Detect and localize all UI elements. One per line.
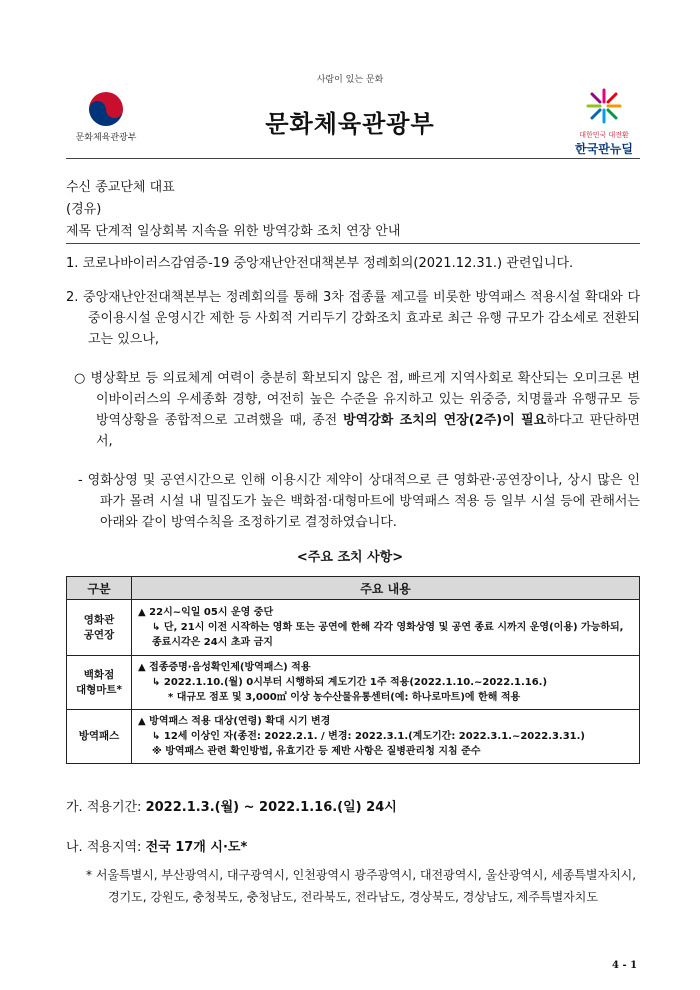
measures-table <box>66 576 640 764</box>
apply-region-label: 나. 적용지역: <box>66 840 146 855</box>
paragraph-3-tail: 하다고 판단하면서, <box>96 413 640 449</box>
recipient-line: 수신 종교단체 대표 <box>66 180 175 195</box>
new-deal-title: 한국판뉴딜 <box>575 142 633 156</box>
row-label <box>67 600 132 656</box>
row-content <box>132 656 640 710</box>
measure-detail: ↳ 12세 이상인 자(종전: 2022.2.1. / 변경: 2022.3.1.(계도기간: 2022.3.1.~2022.3.31.) <box>152 731 586 742</box>
table-row <box>67 656 640 710</box>
paragraph-3-emphasis: 방역강화 조치의 연장(2주)이 필요 <box>343 413 547 428</box>
row-content <box>132 710 640 764</box>
via-line: (경유) <box>66 202 102 217</box>
ministry-title: 문화체육관광부 <box>265 110 435 138</box>
paragraph-3 <box>74 368 640 452</box>
header-divider <box>66 158 640 159</box>
table-title: <주요 조치 사항> <box>296 550 404 565</box>
row-content <box>132 600 640 656</box>
measure-item: ▲ 22시~익일 05시 운영 중단 <box>138 607 274 618</box>
page-number: 4 - 1 <box>612 960 638 971</box>
table-row <box>67 710 640 764</box>
table-header-category: 구분 <box>67 577 132 600</box>
apply-region-value: 전국 17개 시·도* <box>145 840 248 855</box>
new-deal-burst-icon <box>586 88 622 124</box>
new-deal-subtitle: 대한민국 대전환 <box>579 131 629 139</box>
paragraph-1: 1. 코로나바이러스감염증-19 중앙재난안전대책본부 정례회의(2021.12.31.) 관련입니다. <box>66 256 574 271</box>
apply-period <box>66 796 397 815</box>
paragraph-3-text: ○ 병상확보 등 의료체계 여력이 충분히 확보되지 않은 점, 빠르게 지역사회로 확산되는 오미크론 변이바이러스의 우세종화 경향, 여전히 높은 수준을 유지하고 있는 위중증, 치명률과 유행규모 등 방역상황을 종합적으로 고려했을 때, 종전 <box>74 371 640 428</box>
apply-period-value: 2022.1.3.(월) ~ 2022.1.16.(일) 24시 <box>145 800 397 815</box>
measure-detail: ↳ 단, 21시 이전 시작하는 영화 또는 공연에 한해 각각 영화상영 및 공연 종료 시까지 운영(이용) 가능하되, 종료시각은 24시 초과 금지 <box>152 622 624 648</box>
measure-note: * 대규모 점포 및 3,000㎡ 이상 농수산물유통센터(예: 하나로마트)에 한해 적용 <box>168 692 521 703</box>
measure-note: ※ 방역패스 관련 확인방법, 유효기간 등 제반 사항은 질병관리청 지침 준수 <box>152 746 481 757</box>
row-label <box>67 656 132 710</box>
subject-divider <box>66 243 640 244</box>
paragraph-4: - 영화상영 및 공연시간으로 인해 이용시간 제약이 상대적으로 큰 영화관·공연장이나, 상시 많은 인파가 몰려 시설 내 밀집도가 높은 백화점·대형마트에 방역패스 적용 등 일부 시설 등에 관해서는 아래와 같이 방역수칙을 조정하기로 결정하였습니다. <box>78 473 640 530</box>
row-label-line: 대형마트* <box>75 683 123 696</box>
korean-new-deal-logo <box>568 88 640 157</box>
slogan: 사람이 있는 문화 <box>316 75 384 85</box>
row-label <box>67 710 132 764</box>
row-label-line: 방역패스 <box>78 730 120 742</box>
measure-detail: ↳ 2022.1.10.(월) 0시부터 시행하되 계도기간 1주 적용(2022.1.10.~2022.1.16.) <box>152 677 548 688</box>
region-footnote: * 서울특별시, 부산광역시, 대구광역시, 인천광역시 광주광역시, 대전광역시, 울산광역시, 세종특별자치시, 경기도, 강원도, 충청북도, 충청남도, 전라북도, 전라남도, 경상북도, 경상남도, 제주특별자치도 <box>86 868 637 904</box>
subject-line: 제목 단계적 일상회복 지속을 위한 방역강화 조치 연장 안내 <box>66 224 401 239</box>
paragraph-2: 2. 중앙재난안전대책본부는 정례회의를 통해 3차 접종률 제고를 비롯한 방역패스 적용시설 확대와 다중이용시설 운영시간 제한 등 사회적 거리두기 강화조치 효과로 최근 유행 규모가 감소세로 전환되고는 있으나, <box>66 290 640 347</box>
table-header-content: 주요 내용 <box>132 577 640 600</box>
apply-region <box>66 836 247 855</box>
ministry-logo-caption: 문화체육관광부 <box>75 133 137 143</box>
table-header-row <box>67 577 640 600</box>
measure-item: ▲ 접종증명·음성확인제(방역패스) 적용 <box>138 662 311 673</box>
apply-period-label: 가. 적용기간: <box>66 800 146 815</box>
row-label-line: 공연장 <box>83 628 115 641</box>
row-label-line: 영화관 <box>83 613 115 626</box>
row-label-line: 백화점 <box>83 668 115 681</box>
table-row <box>67 600 640 656</box>
measure-item: ▲ 방역패스 적용 대상(연령) 확대 시기 변경 <box>138 716 331 727</box>
